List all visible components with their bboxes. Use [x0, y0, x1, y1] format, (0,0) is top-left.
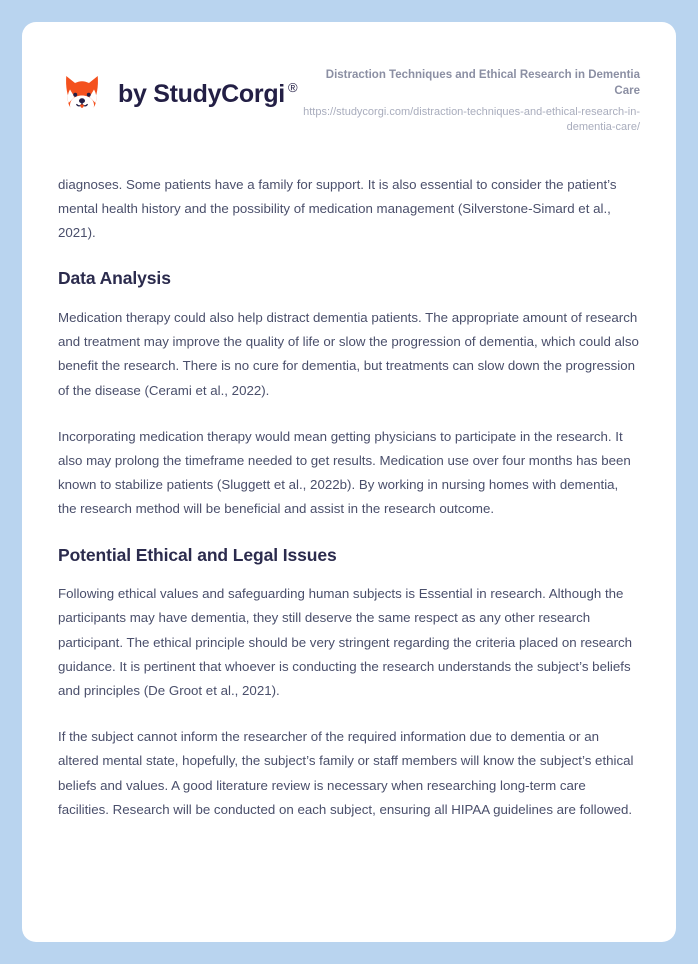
corgi-face-logo-icon: [58, 70, 106, 118]
registered-trademark-icon: ®: [287, 79, 298, 95]
document-title: Distraction Techniques and Ethical Research in Dementia Care: [325, 69, 640, 97]
document-header: [22, 22, 676, 135]
paragraph: Medication therapy could also help distract dementia patients. The appropriate amount of research and treatment may improve the quality of life or slow the progression of dementia, which could also benefit the research. There is no cure for dementia, but treatments can slow down the progression of the disease (Cerami et al., 2022).: [58, 310, 639, 398]
paragraph: diagnoses. Some patients have a family for support. It is also essential to consider the patient’s mental health history and the possibility of medication management (Silverstone-Simard et al., 2021).: [58, 176, 617, 241]
paragraph: Incorporating medication therapy would mean getting physicians to participate in the research. It also may prolong the timeframe needed to get results. Medication use over four months has been known to stabilize patients (Sluggett et al., 2022b). By working in nursing homes with dementia, the research method will be beneficial and assist in the research outcome.: [58, 428, 631, 517]
document-paper: [22, 22, 676, 942]
document-source-url: https://studycorgi.com/distraction-techniques-and-ethical-research-in-dementia-care/: [303, 106, 640, 133]
document-content: [22, 135, 676, 822]
section-heading-data-analysis: Data Analysis: [58, 268, 171, 289]
section-heading-potential-ethical-and-legal-issues: Potential Ethical and Legal Issues: [58, 544, 337, 565]
paragraph: If the subject cannot inform the researcher of the required information due to dementia or an altered mental state, hopefully, the subject’s family or staff members will know the subject’s ethical beliefs and values. A good literature review is necessary when researching long-term care facilities. Research will be conducted on each subject, ensuring all HIPAA guidelines are followed.: [58, 729, 634, 817]
brand-wordmark-text: by StudyCorgi: [118, 79, 285, 108]
document-meta: [297, 66, 640, 135]
brand-lockup: [58, 66, 297, 118]
brand-wordmark: [118, 79, 298, 108]
paragraph: Following ethical values and safeguarding human subjects is Essential in research. Although the participants may have dementia, they still deserve the same respect as any other research participant. The ethical principle should be very stringent regarding the criteria placed on research guidance. It is pertinent that whoever is conducting the research understands the subject’s beliefs and principles (De Groot et al., 2021).: [58, 586, 633, 699]
